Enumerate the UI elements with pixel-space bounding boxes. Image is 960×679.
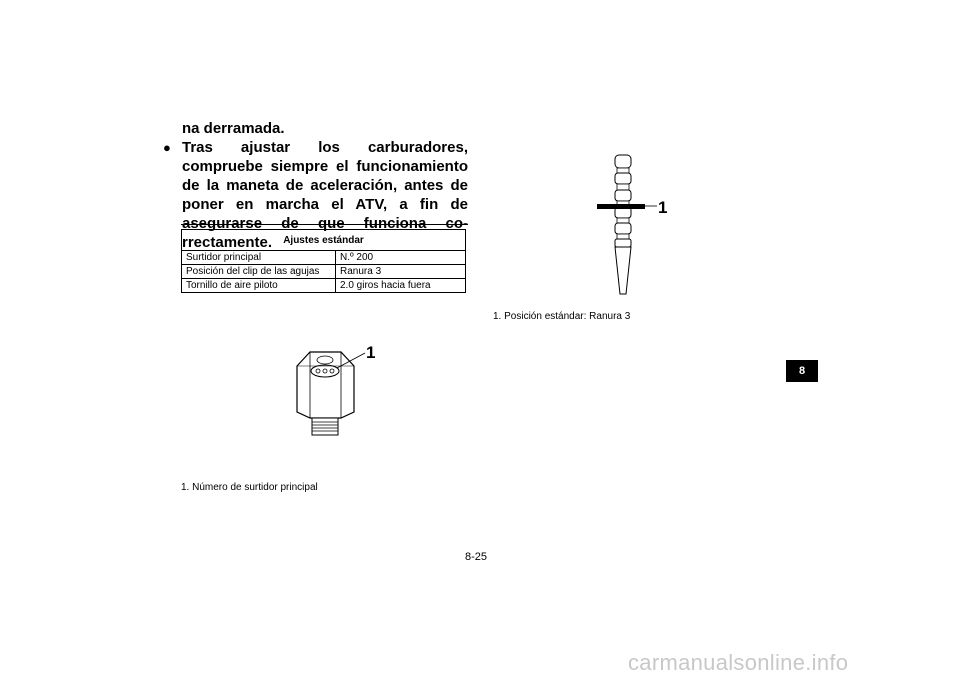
- jet-needle-illustration: [592, 150, 662, 300]
- table-cell: Tornillo de aire piloto: [182, 279, 336, 293]
- table-cell: Ranura 3: [336, 265, 466, 279]
- needle-callout-number: 1: [658, 198, 668, 217]
- bullet-icon: ●: [163, 140, 171, 155]
- table-cell: Posición del clip de las agujas: [182, 265, 336, 279]
- table-title: Ajustes estándar: [182, 230, 466, 251]
- watermark: carmanualsonline.info: [628, 650, 849, 675]
- table-cell: 2.0 giros hacia fuera: [336, 279, 466, 293]
- bullet-text: Tras ajustar los carburadores, compruebe siempre el funcionamiento de la maneta de aceleración, antes de poner en marcha el ATV, a fin de asegurarse de que funciona co-rrectamente.: [182, 139, 468, 251]
- table-cell: Surtidor principal: [182, 251, 336, 265]
- table-row: [182, 265, 466, 279]
- table-row: [182, 279, 466, 293]
- needle-figure-caption: 1. Posición estándar: Ranura 3: [493, 311, 631, 322]
- section-divider: [181, 224, 468, 225]
- jet-figure-caption: 1. Número de surtidor principal: [181, 482, 318, 493]
- table-header-row: [182, 230, 466, 251]
- continuation-text: na derramada.: [182, 120, 285, 137]
- standard-settings-table: [181, 229, 466, 293]
- main-jet-illustration: [285, 340, 375, 440]
- chapter-tab: 8: [786, 360, 818, 382]
- table-cell: N.º 200: [336, 251, 466, 265]
- jet-callout-number: 1: [366, 343, 376, 362]
- page-number: 8-25: [465, 551, 488, 563]
- table-row: [182, 251, 466, 265]
